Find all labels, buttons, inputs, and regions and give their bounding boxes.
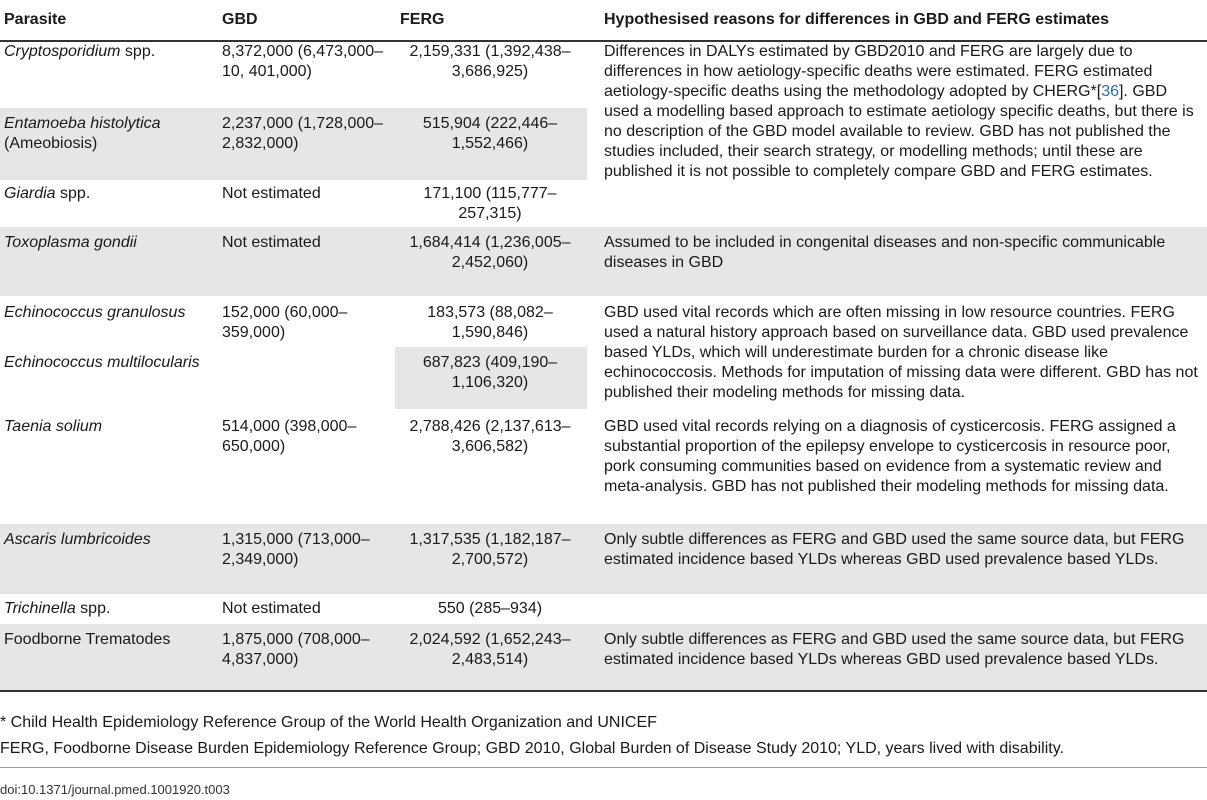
table-row-gbd: Not estimated (222, 600, 321, 617)
table-row-name: Entamoeba histolytica (Ameobiosis) (4, 115, 161, 152)
table-row-name: Trichinella spp. (4, 600, 111, 617)
reason-text: GBD used vital records which are often missing in low resource countries. FERG used a natural history approach based on surveillance data. GBD used prevalence based YLDs, which will underestimate burden for a chronic disease like echinococcosis. Methods for imputation of missing data were different. GBD has not published their modeling methods for missing data. (604, 304, 1198, 401)
table-row-gbd: 2,237,000 (1,728,000– 2,832,000) (222, 115, 384, 152)
header-gbd: GBD (222, 11, 258, 28)
table-row-ferg: 1,684,414 (1,236,005– 2,452,060) (409, 234, 571, 271)
table-row-ferg: 2,024,592 (1,652,243– 2,483,514) (409, 631, 571, 668)
header-parasite: Parasite (4, 11, 67, 28)
table-row-ferg: 550 (285–934) (437, 600, 543, 617)
reason-text: GBD used vital records relying on a diagnosis of cysticercosis. FERG assigned a substantial proportion of the epilepsy envelope to cysticercosis in resource poor, pork consuming communities based on evidence from a systematic review and meta-analysis. GBD has not published their modeling methods for missing data. (604, 418, 1176, 495)
footnote-abbreviations: FERG, Foodborne Disease Burden Epidemiology Reference Group; GBD 2010, Global Burden of Disease Study 2010; YLD, years lived with disability. (0, 740, 1064, 757)
table-row-ferg: 515,904 (222,446– 1,552,466) (422, 115, 558, 152)
table-row-gbd: 8,372,000 (6,473,000–10, 401,000) (222, 43, 384, 80)
table-row-ferg: 2,788,426 (2,137,613– 3,606,582) (409, 418, 571, 455)
header-ferg: FERG (400, 11, 445, 28)
reason-text: Only subtle differences as FERG and GBD used the same source data, but FERG estimated incidence based YLDs whereas GBD used prevalence based YLDs. (604, 631, 1185, 668)
table-row-ferg: 1,317,535 (1,182,187– 2,700,572) (409, 531, 571, 568)
table-row-name: Cryptosporidium spp. (4, 43, 156, 60)
table-row-ferg: 2,159,331 (1,392,438– 3,686,925) (409, 43, 571, 80)
table-row-ferg: 687,823 (409,190– 1,106,320) (422, 354, 558, 391)
table-row-gbd: 1,315,000 (713,000– 2,349,000) (222, 531, 370, 568)
table-row-gbd: Not estimated (222, 185, 321, 202)
table-row-name: Taenia solium (4, 418, 103, 435)
table-row-gbd: 152,000 (60,000– 359,000) (222, 304, 348, 341)
header-reasons: Hypothesised reasons for differences in GBD and FERG estimates (604, 11, 1110, 28)
reason-text: Only subtle differences as FERG and GBD used the same source data, but FERG estimated incidence based YLDs whereas GBD used prevalence based YLDs. (604, 531, 1185, 568)
table-row-gbd: Not estimated (222, 234, 321, 251)
table-row-name: Giardia spp. (4, 185, 91, 202)
table-bottom-rule (0, 690, 1207, 692)
reference-link[interactable]: 36 (1101, 83, 1119, 100)
table-row-ferg: 183,573 (88,082– 1,590,846) (427, 304, 553, 341)
table-row-gbd: 514,000 (398,000– 650,000) (222, 418, 357, 455)
table-row-name: Toxoplasma gondii (4, 234, 137, 251)
table-row-name: Echinococcus multilocularis (4, 354, 200, 371)
table-header (0, 0, 1207, 42)
reason-text: Assumed to be included in congenital diseases and non-specific communicable diseases in GBD (604, 234, 1166, 271)
table-row-name: Echinococcus granulosus (4, 304, 186, 321)
table-row-ferg: 171,100 (115,777– 257,315) (423, 185, 557, 222)
footnote-divider (0, 767, 1207, 768)
footnote-cherg: * Child Health Epidemiology Reference Group of the World Health Organization and UNICEF (0, 714, 657, 731)
table-row-name: Ascaris lumbricoides (4, 531, 151, 548)
reason-text: Differences in DALYs estimated by GBD2010 and FERG are largely due to differences in how aetiology-specific deaths were estimated. FERG estimated aetiology-specific deaths using the methodology adopted by CHERG*[36]. GBD used a modelling based approach to estimate aetiology specific deaths, but there is no description of the GBD model available to review. GBD has not published the studies included, their search strategy, or modelling methods; until these are published it is not possible to completely compare GBD and FERG estimates. (604, 43, 1194, 180)
table-row-name: Foodborne Trematodes (4, 631, 171, 648)
table-row-gbd: 1,875,000 (708,000– 4,837,000) (222, 631, 370, 668)
doi-label[interactable]: doi:10.1371/journal.pmed.1001920.t003 (0, 782, 230, 797)
